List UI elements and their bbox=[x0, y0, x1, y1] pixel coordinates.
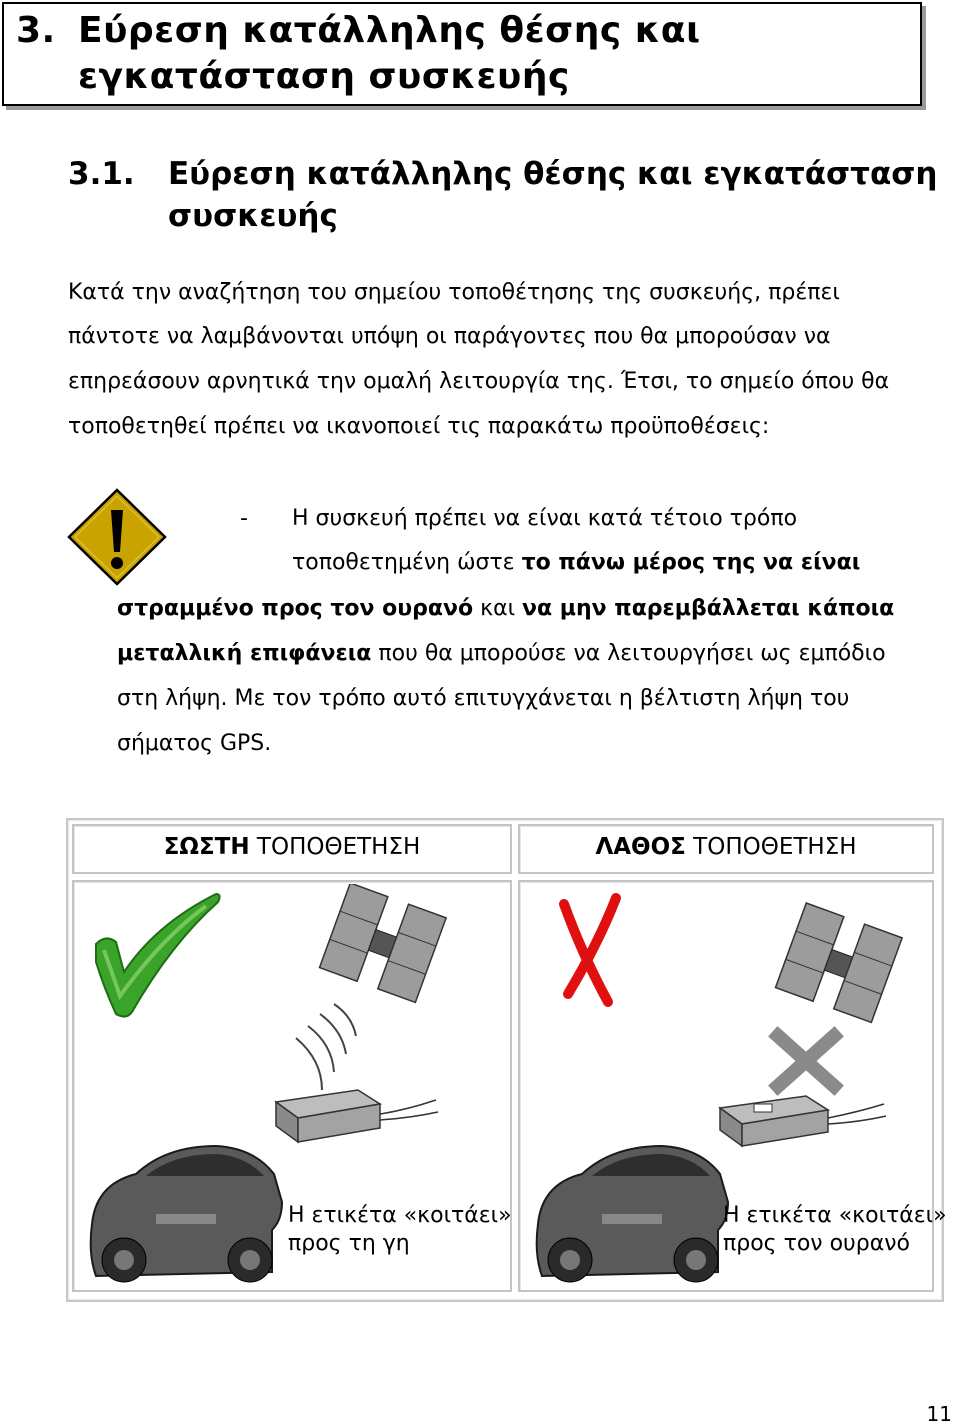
satellite-icon bbox=[776, 903, 903, 1022]
chapter-number: 3. bbox=[16, 10, 56, 51]
intro-line-2: πάντοτε να λαμβάνονται υπόψη οι παράγοντες που θα μπορούσαν να bbox=[68, 324, 831, 349]
warning-emphasis-2: στραμμένο προς τον ουρανό bbox=[117, 596, 474, 621]
chapter-title-line2: εγκατάσταση συσκευής bbox=[78, 56, 570, 97]
wrong-header: ΛΑΘΟΣ ΤΟΠΟΘΕΤΗΣΗ bbox=[595, 834, 857, 860]
correct-header: ΣΩΣΤΗ ΤΟΠΟΘΕΤΗΣΗ bbox=[163, 834, 421, 860]
warning-line-5: στη λήψη. Με τον τρόπο αυτό επιτυγχάνεται η βέλτιστη λήψη του bbox=[117, 686, 850, 711]
section-title-line2: συσκευής bbox=[168, 198, 338, 234]
warning-line-2: τοποθετημένη ώστε το πάνω μέρος της να είναι bbox=[292, 550, 861, 575]
section-number: 3.1. bbox=[68, 156, 135, 192]
gps-device-icon bbox=[276, 1090, 438, 1142]
warning-emphasis-3: να μην παρεμβάλλεται κάποια bbox=[522, 596, 895, 621]
section-title-line1: Εύρεση κατάλληλης θέσης και εγκατάσταση bbox=[168, 156, 938, 192]
chapter-title-line1: Εύρεση κατάλληλης θέσης και bbox=[78, 10, 701, 51]
blocked-signal-icon bbox=[778, 1036, 834, 1086]
intro-line-3: επηρεάσουν αρνητικά την ομαλή λειτουργία της. Έτσι, το σημείο όπου θα bbox=[68, 369, 890, 394]
satellite-icon bbox=[320, 884, 447, 1002]
red-cross-icon bbox=[564, 898, 616, 1002]
correct-caption: Η ετικέτα «κοιτάει» προς τη γη bbox=[288, 1203, 512, 1256]
warning-line-1: Η συσκευή πρέπει να είναι κατά τέτοιο τρόπο bbox=[292, 506, 798, 531]
car-icon bbox=[537, 1146, 728, 1282]
warning-dash: - bbox=[240, 506, 248, 531]
signal-waves-icon bbox=[296, 1004, 356, 1090]
warning-line-3: στραμμένο προς τον ουρανό και να μην παρεμβάλλεται κάποια bbox=[117, 596, 895, 621]
warning-line-6: σήματος GPS. bbox=[117, 731, 272, 756]
checkmark-icon bbox=[96, 894, 220, 1017]
car-icon bbox=[91, 1146, 282, 1282]
wrong-caption: Η ετικέτα «κοιτάει» προς τον ουρανό bbox=[723, 1203, 947, 1256]
warning-line-4: μεταλλική επιφάνεια που θα μπορούσε να λειτουργήσει ως εμπόδιο bbox=[117, 641, 886, 666]
intro-line-1: Κατά την αναζήτηση του σημείου τοποθέτησης της συσκευής, πρέπει bbox=[68, 280, 840, 305]
intro-line-4: τοποθετηθεί πρέπει να ικανοποιεί τις παρακάτω προϋποθέσεις: bbox=[68, 414, 770, 439]
page-number: 11 bbox=[926, 1402, 952, 1426]
gps-device-icon bbox=[720, 1096, 886, 1146]
warning-emphasis-1: το πάνω μέρος της να είναι bbox=[521, 550, 861, 575]
warning-emphasis-4: μεταλλική επιφάνεια bbox=[117, 641, 372, 666]
warning-icon bbox=[66, 488, 168, 586]
